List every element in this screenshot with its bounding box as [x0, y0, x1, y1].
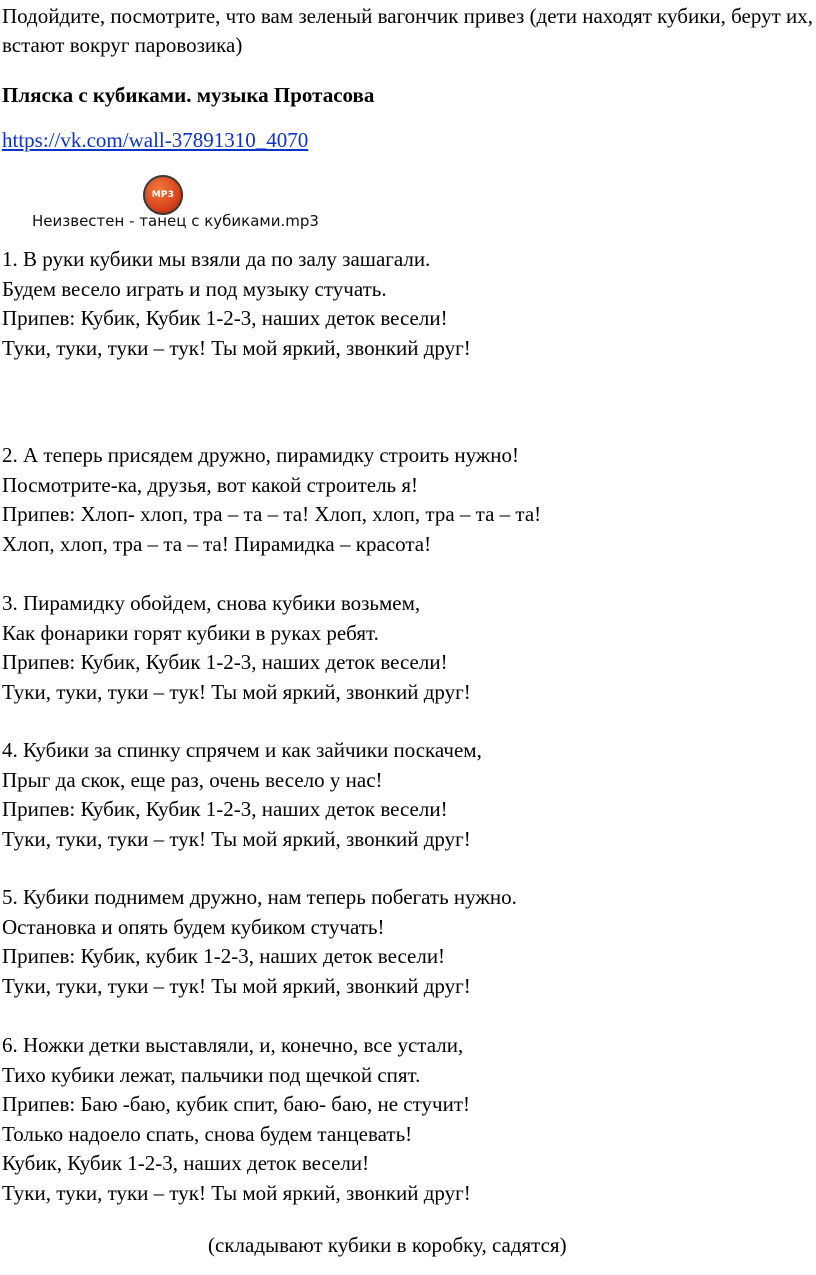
stanza-line: 2. А теперь присядем дружно, пирамидку строить нужно!: [2, 443, 520, 467]
stanza-1: [2, 245, 471, 363]
mp3-attachment[interactable]: [32, 175, 352, 235]
stanza-line: Тихо кубики лежат, пальчики под щечкой спят.: [2, 1062, 421, 1087]
mp3-file-icon: [143, 175, 183, 215]
stanza-line: 1. В руки кубики мы взяли да по залу зашагали.: [2, 247, 431, 271]
stanza-6: [2, 1031, 471, 1208]
closing-instruction: (складывают кубики в коробку, садятся): [208, 1233, 567, 1257]
stanza-line: 3. Пирамидку обойдем, снова кубики возьмем,: [2, 591, 421, 615]
stanza-line: Посмотрите-ка, друзья, вот какой строитель я!: [2, 472, 419, 497]
attachment-filename: Неизвестен - танец с кубиками.mp3: [32, 212, 319, 230]
stanza-line: Туки, туки, туки – тук! Ты мой яркий, звонкий друг!: [2, 826, 471, 851]
stanza-line: 4. Кубики за спинку спрячем и как зайчики поскачем,: [2, 738, 482, 762]
stanza-line: Припев: Хлоп- хлоп, тра – та – та! Хлоп, хлоп, тра – та – та!: [2, 502, 542, 526]
stanza-3: [2, 589, 471, 707]
stanza-line: 5. Кубики поднимем дружно, нам теперь побегать нужно.: [2, 885, 517, 909]
stanza-line: Припев: Баю -баю, кубик спит, баю- баю, не стучит!: [2, 1092, 470, 1116]
stanza-2: [2, 441, 541, 559]
stanza-line: Туки, туки, туки – тук! Ты мой яркий, звонкий друг!: [2, 679, 471, 704]
stanza-line: Как фонарики горят кубики в руках ребят.: [2, 620, 379, 645]
stanza-line: Будем весело играть и под музыку стучать.: [2, 276, 387, 301]
vk-link[interactable]: https://vk.com/wall-37891310_4070: [2, 128, 309, 152]
stanza-line: Туки, туки, туки – тук! Ты мой яркий, звонкий друг!: [2, 1180, 471, 1205]
stanza-line: Только надоело спать, снова будем танцевать!: [2, 1121, 413, 1146]
stanza-line: Туки, туки, туки – тук! Ты мой яркий, звонкий друг!: [2, 335, 471, 360]
song-heading: Пляска с кубиками. музыка Протасова: [2, 83, 375, 107]
stanza-4: [2, 736, 482, 854]
mp3-icon-label: MP3: [151, 190, 175, 200]
intro-paragraph: Подойдите, посмотрите, что вам зеленый вагончик привез (дети находят кубики, берут их, встают вокруг паровозика): [2, 4, 814, 57]
stanza-line: Припев: Кубик, Кубик 1-2-3, наших деток весели!: [2, 797, 448, 821]
stanza-line: Припев: Кубик, Кубик 1-2-3, наших деток весели!: [2, 650, 448, 674]
stanza-line: Остановка и опять будем кубиком стучать!: [2, 914, 385, 939]
stanza-line: 6. Ножки детки выставляли, и, конечно, все устали,: [2, 1033, 464, 1057]
stanza-line: Туки, туки, туки – тук! Ты мой яркий, звонкий друг!: [2, 973, 471, 998]
stanza-line: Прыг да скок, еще раз, очень весело у нас!: [2, 767, 383, 792]
stanza-5: [2, 883, 517, 1001]
stanza-line: Припев: Кубик, Кубик 1-2-3, наших деток весели!: [2, 306, 448, 330]
stanza-line: Припев: Кубик, кубик 1-2-3, наших деток весели!: [2, 944, 446, 968]
stanza-line: Хлоп, хлоп, тра – та – та! Пирамидка – красота!: [2, 531, 432, 556]
stanza-line: Кубик, Кубик 1-2-3, наших деток весели!: [2, 1151, 370, 1175]
